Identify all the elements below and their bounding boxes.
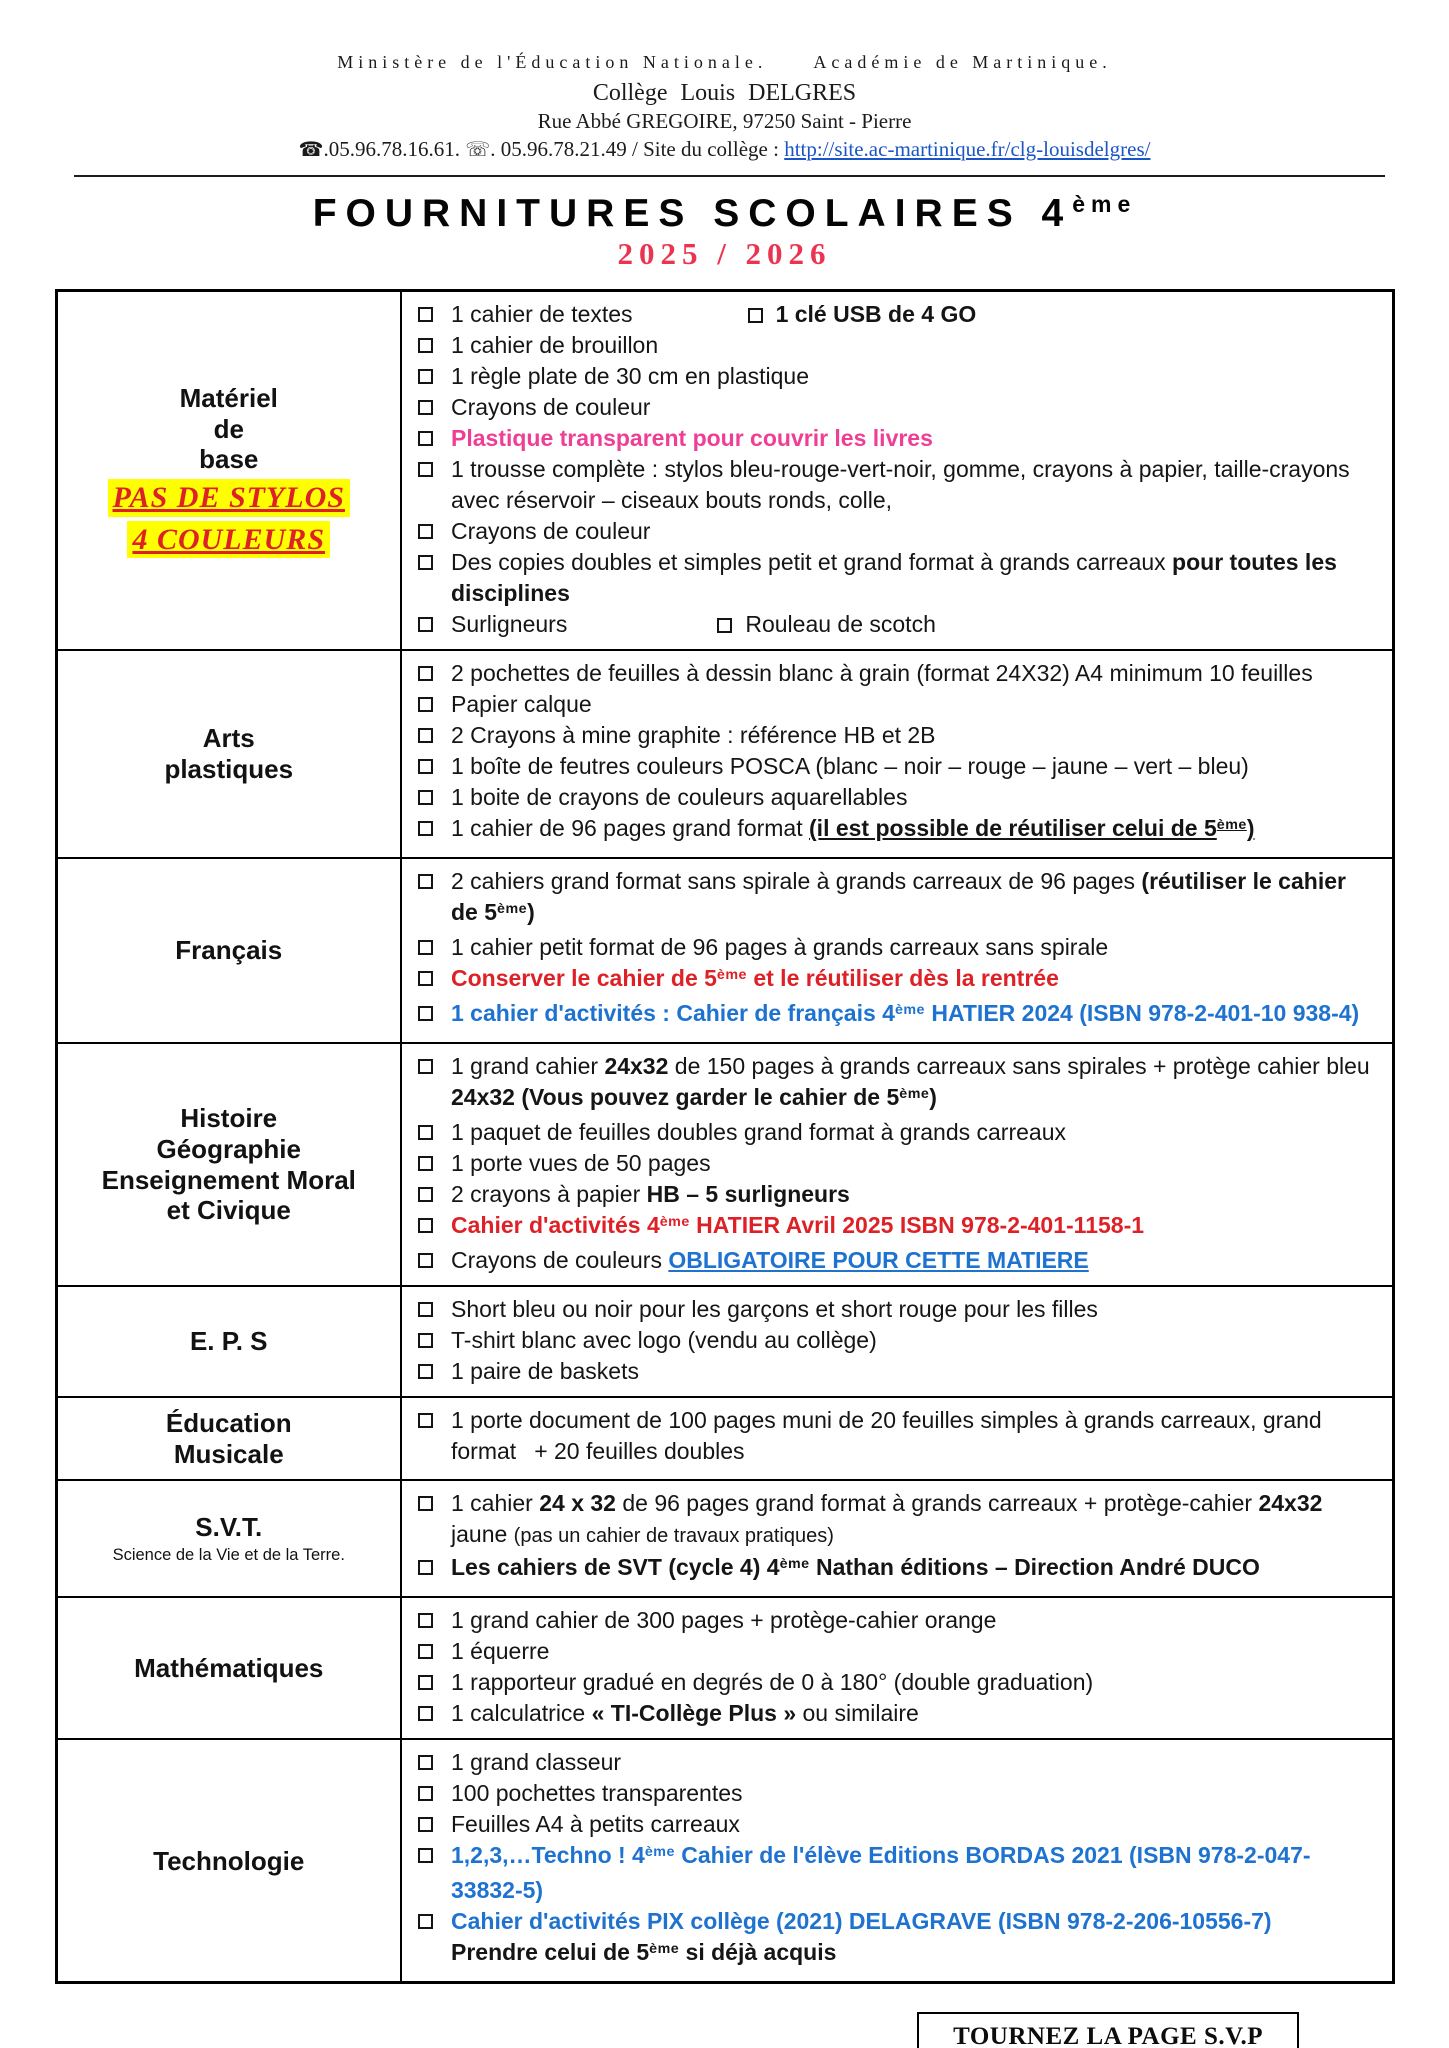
table-row <box>56 1739 1393 1983</box>
supply-item <box>418 609 1378 640</box>
item-text <box>451 689 1378 720</box>
subject-label: Éducation <box>165 1408 292 1438</box>
supply-item <box>418 720 1378 751</box>
subject-cell <box>56 1397 401 1480</box>
item-text <box>451 866 1378 932</box>
text-run: ) <box>1246 815 1255 841</box>
text-run: 1 porte document de 100 pages muni de 20 feuilles simples à grands carreaux, grand format <box>451 1407 1322 1464</box>
checkbox-icon <box>418 617 433 632</box>
subject-label: PAS DE STYLOS <box>108 479 350 517</box>
item-text <box>451 1698 1378 1729</box>
checkbox-icon <box>418 1006 433 1021</box>
text-run: ème <box>1216 816 1247 833</box>
item-text <box>451 1840 1378 1906</box>
text-run: Cahier de l'élève Editions BORDAS 2021 (ISBN 978-2-047-33832-5) <box>451 1842 1311 1904</box>
item-text <box>451 454 1378 516</box>
text-run: « TI-Collège Plus » <box>591 1700 797 1727</box>
text-run: (pas un cahier de travaux pratiques) <box>513 1525 834 1548</box>
checkbox-icon <box>418 1496 433 1511</box>
item-text <box>451 1605 1378 1636</box>
item-text <box>451 1210 1378 1245</box>
supply-item <box>418 1906 1378 1972</box>
checkbox-icon <box>418 666 433 681</box>
checkbox-icon <box>418 524 433 539</box>
text-run: jaune <box>451 1521 514 1548</box>
text-run: 24 x 32 <box>539 1490 616 1517</box>
text-run: ème <box>649 1941 680 1958</box>
checkbox-icon <box>418 1613 433 1628</box>
checkbox-icon <box>418 1125 433 1140</box>
subject-label: S.V.T. <box>195 1512 263 1543</box>
text-run: ème <box>779 1556 810 1573</box>
turn-page-label: TOURNEZ LA PAGE S.V.P <box>953 2023 1263 2048</box>
text-run: 100 pochettes transparentes <box>451 1780 743 1807</box>
fax-icon: ☏ <box>465 137 491 161</box>
text-run: Surligneurs <box>451 611 568 637</box>
checkbox-icon <box>418 1187 433 1202</box>
text-run: Des copies doubles et simples petit et grand format à grands carreaux <box>451 549 1173 575</box>
checkbox-icon <box>418 1156 433 1171</box>
item-text <box>451 1778 1378 1809</box>
subject-label: Arts <box>202 723 255 754</box>
supply-item <box>418 1148 1378 1179</box>
items-cell <box>401 1597 1393 1739</box>
item-text <box>451 516 1378 547</box>
supply-item <box>418 1840 1378 1906</box>
item-text <box>451 998 1378 1033</box>
text-run: ème <box>894 1001 925 1018</box>
text-run: 24x32 <box>604 1053 669 1079</box>
supply-item <box>418 516 1378 547</box>
supply-item <box>418 1210 1378 1245</box>
text-run: ou similaire <box>796 1700 919 1727</box>
text-run: 24x32 (Vous pouvez garder le cahier de 5 <box>451 1084 900 1110</box>
supply-item <box>418 1636 1378 1667</box>
item-text <box>451 1906 1378 1972</box>
supply-item <box>418 1325 1378 1356</box>
item-text <box>451 1405 1378 1467</box>
text-run: Crayons de couleurs <box>451 1247 669 1273</box>
text-run: 2 pochettes de feuilles à dessin blanc à grain (format 24X32) A4 minimum 10 feuilles <box>451 660 1313 686</box>
item-text <box>451 751 1378 782</box>
supply-item <box>418 689 1378 720</box>
text-run: 1 grand cahier <box>451 1053 605 1079</box>
supply-item <box>418 1405 1378 1467</box>
subject-cell <box>56 1597 401 1739</box>
items-cell <box>401 1043 1393 1286</box>
text-run: (il est possible de réutiliser celui de 5 <box>809 815 1217 841</box>
checkbox-icon <box>418 400 433 415</box>
subject-label: Musicale <box>173 1438 284 1469</box>
items-cell <box>401 1739 1393 1983</box>
checkbox-icon <box>418 1253 433 1268</box>
items-cell <box>401 1397 1393 1480</box>
text-run: 2 cahiers grand format sans spirale à grands carreaux de 96 pages <box>451 868 1142 894</box>
text-run: ème <box>716 966 747 983</box>
text-run: HATIER 2024 (ISBN 978-2-401-10 938-4) <box>924 1000 1360 1026</box>
supply-item <box>418 1605 1378 1636</box>
school-name: Collège Louis DELGRES <box>592 80 857 106</box>
supply-item <box>418 1051 1378 1117</box>
title-superscript: ème <box>1072 191 1137 217</box>
checkbox-icon <box>418 1560 433 1575</box>
item-text <box>451 1294 1378 1325</box>
text-run: pour toutes les disciplines <box>451 549 1337 606</box>
text-run: + 20 feuilles doubles <box>534 1438 745 1464</box>
text-run: Prendre celui de 5 <box>451 1939 650 1966</box>
table-row <box>56 1043 1393 1286</box>
text-run: HB – 5 surligneurs <box>646 1181 850 1207</box>
text-run: 1 clé USB de 4 GO <box>775 301 977 327</box>
checkbox-icon <box>418 971 433 986</box>
supply-item <box>418 1488 1378 1552</box>
supply-item <box>418 1809 1378 1840</box>
text-run: 1 cahier petit format de 96 pages à grands carreaux sans spirale <box>451 934 1109 960</box>
checkbox-icon <box>717 618 732 633</box>
checkbox-icon <box>418 338 433 353</box>
academy-text: Académie de Martinique. <box>813 52 1112 72</box>
item-text <box>451 932 1378 963</box>
school-address: Rue Abbé GREGOIRE, 97250 Saint - Pierre <box>537 109 912 133</box>
text-run: 1 équerre <box>451 1638 550 1665</box>
text-run: ème <box>497 900 528 917</box>
checkbox-icon <box>418 1675 433 1690</box>
checkbox-icon <box>418 1218 433 1233</box>
table-row <box>56 1597 1393 1739</box>
checkbox-icon <box>418 431 433 446</box>
text-run: ) <box>929 1084 937 1110</box>
table-row <box>56 1286 1393 1397</box>
text-run: T-shirt blanc avec logo (vendu au collège) <box>451 1327 877 1353</box>
contact-line <box>0 137 1449 162</box>
ministry-line <box>0 52 1449 73</box>
text-run: Short bleu ou noir pour les garçons et short rouge pour les filles <box>451 1296 1098 1322</box>
subject-cell <box>56 1286 401 1397</box>
supply-item <box>418 423 1378 454</box>
text-run: de 150 pages à grands carreaux sans spirales + protège cahier bleu <box>668 1053 1370 1079</box>
text-run: ème <box>899 1085 930 1102</box>
subject-label: de <box>213 413 244 444</box>
text-run: Crayons de couleur <box>451 394 651 420</box>
checkbox-icon <box>418 790 433 805</box>
table-row <box>56 291 1393 651</box>
table-row <box>56 858 1393 1043</box>
text-run: 1 grand cahier de 300 pages + protège-cahier orange <box>451 1607 997 1634</box>
item-text <box>451 423 1378 454</box>
items-cell <box>401 1286 1393 1397</box>
text-run: Nathan éditions – Direction André DUCO <box>809 1554 1260 1581</box>
subject-label: 4 COULEURS <box>127 521 330 559</box>
text-run: 1 boite de crayons de couleurs aquarellables <box>451 784 908 810</box>
text-run: et le réutiliser dès la rentrée <box>746 965 1059 991</box>
item-text <box>451 1179 1378 1210</box>
title-text: FOURNITURES SCOLAIRES 4 <box>312 192 1073 235</box>
item-text <box>451 392 1378 423</box>
checkbox-icon <box>748 308 763 323</box>
text-run: 1 paire de baskets <box>451 1358 639 1384</box>
text-run: Papier calque <box>451 691 592 717</box>
phone-icon: ☎ <box>298 137 324 161</box>
text-run: de 96 pages grand format à grands carreaux + protège-cahier <box>615 1490 1259 1517</box>
text-run: 1 rapporteur gradué en degrés de 0 à 180° (double graduation) <box>451 1669 1094 1696</box>
item-text <box>451 1552 1378 1587</box>
subject-label: Mathématiques <box>134 1653 324 1683</box>
checkbox-icon <box>418 1059 433 1074</box>
checkbox-icon <box>418 940 433 955</box>
checkbox-icon <box>418 1848 433 1863</box>
text-run: 24x32 <box>1258 1490 1323 1517</box>
supply-item <box>418 330 1378 361</box>
text-run: si déjà acquis <box>679 1939 837 1966</box>
text-run: 1 boîte de feutres couleurs POSCA (blanc – noir – rouge – jaune – vert – bleu) <box>451 753 1249 779</box>
subject-cell <box>56 291 401 651</box>
text-run: Conserver le cahier de 5 <box>451 965 717 991</box>
text-run: ) <box>527 899 535 925</box>
text-run: 1 règle plate de 30 cm en plastique <box>451 363 810 389</box>
item-text <box>451 1747 1378 1778</box>
checkbox-icon <box>418 821 433 836</box>
items-cell <box>401 650 1393 858</box>
item-text <box>451 1325 1378 1356</box>
supply-item <box>418 299 1378 330</box>
page-title <box>0 192 1449 236</box>
checkbox-icon <box>418 1786 433 1801</box>
ministry-text: Ministère de l'Éducation Nationale. <box>337 52 768 72</box>
turn-page-box <box>917 2012 1299 2048</box>
supply-item <box>418 866 1378 932</box>
text-run: 1 cahier d'activités : Cahier de français 4 <box>451 1000 895 1026</box>
phone-number: .05.96.78.16.61. <box>323 137 466 161</box>
supply-item <box>418 658 1378 689</box>
text-run: 1 trousse complète : stylos bleu-rouge-vert-noir, gomme, crayons à papier, taille-crayons avec réservoir – ciseaux bouts ronds, colle, <box>451 456 1350 513</box>
item-text <box>451 1488 1378 1552</box>
subject-label: base <box>199 444 259 475</box>
supply-item <box>418 1747 1378 1778</box>
supply-item <box>418 454 1378 516</box>
subject-label: Technologie <box>153 1845 305 1876</box>
text-run: ème <box>659 1213 690 1230</box>
supply-item <box>418 1117 1378 1148</box>
document-header <box>0 52 1449 162</box>
checkbox-icon <box>418 759 433 774</box>
text-run: 2 crayons à papier <box>451 1181 647 1207</box>
supplies-table <box>55 289 1395 1984</box>
supply-item <box>418 782 1378 813</box>
text-run: HATIER Avril 2025 ISBN 978-2-401-1158-1 <box>689 1212 1145 1238</box>
item-text <box>451 963 1378 998</box>
text-run: 2 Crayons à mine graphite : référence HB et 2B <box>451 722 936 748</box>
items-cell <box>401 291 1393 651</box>
text-run: 1,2,3,…Techno ! 4 <box>451 1842 645 1869</box>
supply-item <box>418 963 1378 998</box>
supply-item <box>418 932 1378 963</box>
item-text <box>451 1667 1378 1698</box>
checkbox-icon <box>418 369 433 384</box>
item-text <box>451 1148 1378 1179</box>
text-run: Les cahiers de SVT (cycle 4) 4 <box>451 1554 780 1581</box>
checkbox-icon <box>418 555 433 570</box>
supply-item <box>418 1179 1378 1210</box>
supply-item <box>418 547 1378 609</box>
checkbox-icon <box>418 1333 433 1348</box>
supply-item <box>418 1698 1378 1729</box>
item-text <box>451 1117 1378 1148</box>
text-run: 1 cahier de 96 pages grand format <box>451 815 810 841</box>
text-run: 1 paquet de feuilles doubles grand format à grands carreaux <box>451 1119 1067 1145</box>
item-text <box>451 1809 1378 1840</box>
subject-label: plastiques <box>164 754 294 784</box>
item-text <box>451 813 1378 848</box>
supply-item <box>418 1552 1378 1587</box>
text-run: OBLIGATOIRE POUR CETTE MATIERE <box>668 1247 1089 1273</box>
checkbox-icon <box>418 1755 433 1770</box>
items-cell <box>401 1480 1393 1597</box>
item-text <box>451 609 1378 640</box>
supply-item <box>418 361 1378 392</box>
text-run: ème <box>644 1844 675 1861</box>
subject-label: E. P. S <box>189 1326 268 1357</box>
spacer <box>567 631 717 632</box>
text-run: Feuilles A4 à petits carreaux <box>451 1811 740 1838</box>
subject-cell <box>56 1480 401 1597</box>
text-run: 1 cahier <box>451 1490 540 1517</box>
supply-item <box>418 1667 1378 1698</box>
item-text <box>451 547 1378 609</box>
subject-label: Matériel <box>179 382 278 413</box>
checkbox-icon <box>418 1817 433 1832</box>
checkbox-icon <box>418 728 433 743</box>
subject-label: Géographie <box>156 1133 301 1164</box>
supply-item <box>418 751 1378 782</box>
checkbox-icon <box>418 307 433 322</box>
item-text <box>451 720 1378 751</box>
text-run: 1 cahier de brouillon <box>451 332 659 358</box>
text-run: Crayons de couleur <box>451 518 651 544</box>
supply-item <box>418 1778 1378 1809</box>
spacer <box>516 1458 534 1459</box>
supplies-table-body <box>56 291 1393 1983</box>
supply-item <box>418 392 1378 423</box>
checkbox-icon <box>418 1302 433 1317</box>
subject-cell <box>56 858 401 1043</box>
checkbox-icon <box>418 697 433 712</box>
item-text <box>451 361 1378 392</box>
text-run: Plastique transparent pour couvrir les livres <box>451 425 933 451</box>
checkbox-icon <box>418 462 433 477</box>
fax-number: . 05.96.78.21.49 / Site du collège : <box>490 137 785 161</box>
text-run: 1 grand classeur <box>451 1749 622 1776</box>
checkbox-icon <box>418 1914 433 1929</box>
subject-cell <box>56 650 401 858</box>
spacer <box>633 321 748 322</box>
subject-label: Science de la Vie et de la Terre. <box>112 1545 345 1564</box>
checkbox-icon <box>418 1413 433 1428</box>
supply-item <box>418 1356 1378 1387</box>
item-text <box>451 1356 1378 1387</box>
text-run: (réutiliser le cahier de 5 <box>451 868 1346 925</box>
subject-cell <box>56 1043 401 1286</box>
subject-label: Enseignement Moral <box>101 1164 356 1195</box>
subject-label: et Civique <box>166 1195 291 1226</box>
supply-item <box>418 998 1378 1033</box>
item-text <box>451 330 1378 361</box>
supply-item <box>418 813 1378 848</box>
text-run: Cahier d'activités 4 <box>451 1212 660 1238</box>
item-text <box>451 658 1378 689</box>
table-row <box>56 1397 1393 1480</box>
checkbox-icon <box>418 1644 433 1659</box>
checkbox-icon <box>418 874 433 889</box>
supply-item <box>418 1294 1378 1325</box>
subject-label: Histoire <box>180 1103 278 1134</box>
table-row <box>56 650 1393 858</box>
school-website-link[interactable]: http://site.ac-martinique.fr/clg-louisdelgres/ <box>784 137 1151 161</box>
text-run: 1 cahier de textes <box>451 301 633 327</box>
item-text <box>451 1245 1378 1276</box>
item-text <box>451 299 1378 330</box>
text-run: Cahier d'activités PIX collège (2021) DELAGRAVE (ISBN 978-2-206-10556-7) <box>451 1908 1272 1935</box>
supply-item <box>418 1245 1378 1276</box>
item-text <box>451 1051 1378 1117</box>
school-year: 2025 / 2026 <box>617 236 832 271</box>
text-run: Rouleau de scotch <box>745 611 936 637</box>
subject-label: Français <box>175 935 283 966</box>
item-text <box>451 1636 1378 1667</box>
table-row <box>56 1480 1393 1597</box>
items-cell <box>401 858 1393 1043</box>
text-run: 1 calculatrice <box>451 1700 592 1727</box>
checkbox-icon <box>418 1364 433 1379</box>
text-run: 1 porte vues de 50 pages <box>451 1150 711 1176</box>
subject-cell <box>56 1739 401 1983</box>
item-text <box>451 782 1378 813</box>
checkbox-icon <box>418 1706 433 1721</box>
header-divider <box>74 175 1385 177</box>
